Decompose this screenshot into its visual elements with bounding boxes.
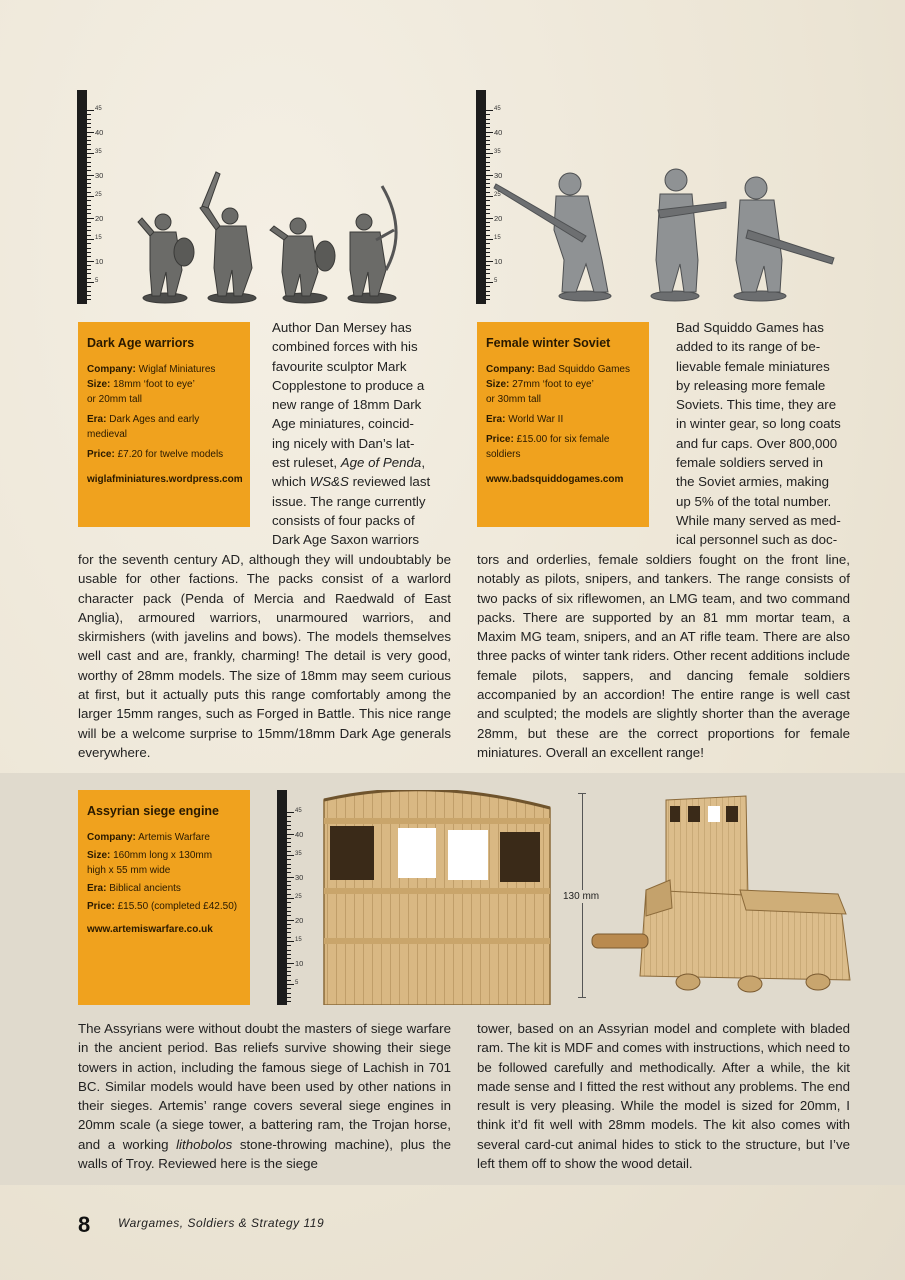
ruler-tick bbox=[287, 859, 291, 860]
female-soviet-miniatures-photo bbox=[490, 160, 840, 305]
ruler-tick bbox=[486, 132, 493, 133]
ruler-tick bbox=[287, 816, 291, 817]
ruler-tick bbox=[87, 200, 91, 201]
company-row: Company: Wiglaf Miniatures bbox=[87, 364, 216, 375]
ruler-tick bbox=[287, 971, 291, 972]
ruler-tick bbox=[87, 140, 91, 141]
ruler-tick bbox=[287, 812, 294, 813]
text-line: added to its range of be- bbox=[676, 339, 821, 355]
ruler-tick bbox=[486, 114, 490, 115]
text-line: est ruleset, Age of Penda, bbox=[272, 455, 426, 471]
ruler-tick bbox=[287, 937, 291, 938]
ruler-tick bbox=[287, 958, 291, 959]
ruler-tick bbox=[87, 252, 91, 253]
ruler-tick-label: 45 bbox=[95, 106, 102, 112]
ruler-tick bbox=[486, 149, 490, 150]
ruler-tick bbox=[287, 954, 291, 955]
ruler-tick bbox=[87, 209, 91, 210]
text-line: Soviets. This time, they are bbox=[676, 397, 837, 413]
ruler-tick-label: 10 bbox=[95, 256, 104, 266]
ruler-tick bbox=[87, 123, 91, 124]
ruler-tick bbox=[287, 855, 294, 856]
ruler-tick bbox=[287, 902, 291, 903]
ruler-tick bbox=[87, 243, 91, 244]
era-row: Era: Biblical ancients bbox=[87, 883, 181, 894]
text-line: issue. The range currently bbox=[272, 493, 426, 509]
ruler-tick bbox=[287, 993, 291, 994]
text-line: Age miniatures, coincid- bbox=[272, 416, 414, 432]
ruler-tick bbox=[87, 226, 91, 227]
ruler-tick bbox=[287, 898, 294, 899]
price-row: Price: £7.20 for twelve models bbox=[87, 449, 224, 460]
ruler-tick bbox=[87, 132, 94, 133]
ruler-tick-label: 40 bbox=[494, 127, 503, 137]
text-line: female soldiers served in bbox=[676, 455, 824, 471]
ruler-tick bbox=[287, 907, 291, 908]
text-line: favourite sculptor Mark bbox=[272, 358, 407, 374]
ruler-tick bbox=[287, 945, 291, 946]
ruler-tick bbox=[87, 144, 91, 145]
ruler-tick bbox=[87, 273, 91, 274]
ruler-tick bbox=[87, 278, 91, 279]
text-line: Bad Squiddo Games has bbox=[676, 320, 824, 335]
ruler-tick-label: 35 bbox=[494, 149, 501, 155]
ruler-tick bbox=[87, 261, 94, 262]
ruler-tick bbox=[287, 920, 294, 921]
ruler-tick bbox=[87, 248, 91, 249]
ruler-tick-label: 35 bbox=[95, 149, 102, 155]
ruler-tick bbox=[287, 997, 291, 998]
ruler-tick-label: 30 bbox=[295, 872, 304, 882]
ruler-tick bbox=[287, 829, 291, 830]
soviet-review-intro bbox=[676, 318, 850, 550]
price-row: Price: £15.50 (completed £42.50) bbox=[87, 901, 238, 912]
era-row: Era: World War II bbox=[486, 414, 564, 425]
ruler-tick bbox=[287, 881, 291, 882]
ruler-tick-label: 20 bbox=[295, 915, 304, 925]
product-url[interactable]: wiglafminiatures.wordpress.com bbox=[87, 474, 243, 485]
ruler-tick bbox=[87, 110, 94, 111]
ruler-tick-label: 45 bbox=[295, 808, 302, 814]
ruler-tick bbox=[87, 187, 91, 188]
ruler-tick-label: 30 bbox=[95, 170, 104, 180]
ruler-tick bbox=[87, 157, 91, 158]
ruler-tick-label: 45 bbox=[494, 106, 501, 112]
ruler-tick bbox=[287, 842, 291, 843]
ruler-tick bbox=[87, 192, 91, 193]
ruler-tick-label: 25 bbox=[95, 192, 102, 198]
company-row: Company: Artemis Warfare bbox=[87, 832, 210, 843]
ruler-tick bbox=[87, 239, 94, 240]
ruler-tick bbox=[287, 889, 291, 890]
ruler-tick bbox=[87, 286, 91, 287]
text-line: Copplestone to produce a bbox=[272, 377, 425, 393]
ruler-tick bbox=[486, 127, 490, 128]
ruler-tick bbox=[287, 915, 291, 916]
dark-age-review-body: for the seventh century AD, although they will undoubtably be usable for other factions. The packs consist of a warlord character pack (Penda of Mercia and Raedwald of East Anglia), armoured warriors, unarmoured warriors, and skirmishers (with javelins and bows). The models themselves well cast and are, frankly, charming! The detail is very good, worthy of 28mm models. The size of 18mm may seem curious at first, but it actually puts this range comfortably among the larger 15mm ranges, such as Forged in Battle. This nice range will be a welcome surprise to 15mm/18mm Dark Age generals everywhere. bbox=[78, 552, 451, 760]
ruler-tick bbox=[287, 963, 294, 964]
ruler-tick bbox=[287, 975, 291, 976]
ruler-tick bbox=[486, 136, 490, 137]
ruler-tick bbox=[287, 950, 291, 951]
text-line: ical personnel such as doc- bbox=[676, 532, 838, 548]
text-line: the Soviet armies, making bbox=[676, 474, 829, 490]
soviet-review-body: tors and orderlies, female soldiers fought on the front line, notably as pilots, snipers, and tankers. The range consists of two packs of six riflewomen, an LMG team, and two command packs. There are supported by an 81 mm mortar team, a Maxim MG team, snipers, and an AT rifle team. There are also three packs of winter tank riders. Other recent additions include female pilots, sappers, and dancing female soldiers accompanied by an accordion! The entire range is well cast and sculpted; the models are slightly shorter than the average 28mm, but these are the correct proportions for female miniatures. Overall an excellent range! bbox=[477, 552, 850, 760]
size-row: Size: 18mm ‘foot to eye’ bbox=[87, 379, 195, 390]
ruler-tick bbox=[287, 838, 291, 839]
company-row: Company: Bad Squiddo Games bbox=[486, 364, 630, 375]
ruler-tick bbox=[87, 205, 91, 206]
ruler-tick bbox=[87, 153, 94, 154]
ruler-tick bbox=[287, 924, 291, 925]
ruler-tick bbox=[87, 291, 91, 292]
ruler-tick-label: 5 bbox=[494, 278, 498, 284]
size-row-2: or 30mm tall bbox=[486, 394, 542, 405]
ruler-tick bbox=[87, 149, 91, 150]
ruler-tick bbox=[87, 213, 91, 214]
ruler-tick bbox=[87, 119, 91, 120]
ruler-tick-label: 15 bbox=[295, 937, 302, 943]
ruler-tick-label: 15 bbox=[494, 235, 501, 241]
scale-ruler bbox=[77, 90, 104, 304]
ruler-tick bbox=[486, 123, 490, 124]
product-info-box bbox=[78, 322, 250, 527]
text-line: Dark Age Saxon warriors bbox=[272, 532, 420, 548]
ruler-tick bbox=[287, 877, 294, 878]
magazine-title: Wargames, Soldiers & Strategy 119 bbox=[118, 1216, 325, 1230]
page-number: 8 bbox=[78, 1212, 91, 1237]
ruler-tick-label: 20 bbox=[494, 213, 503, 223]
ruler-tick bbox=[287, 941, 294, 942]
dark-age-miniatures-photo bbox=[120, 160, 420, 305]
ruler-tick bbox=[287, 988, 291, 989]
siege-engine-full-photo bbox=[590, 790, 855, 1000]
ruler-tick bbox=[287, 911, 291, 912]
ruler-tick bbox=[287, 980, 291, 981]
ruler-tick bbox=[287, 932, 291, 933]
ruler-tick bbox=[287, 851, 291, 852]
ruler-tick-label: 5 bbox=[295, 980, 299, 986]
dimension-label: 130 mm bbox=[563, 891, 600, 902]
ruler-tick bbox=[87, 162, 91, 163]
size-row: Size: 27mm ‘foot to eye’ bbox=[486, 379, 594, 390]
text-line: combined forces with his bbox=[272, 339, 418, 355]
ruler-tick bbox=[87, 175, 94, 176]
ruler-tick-label: 40 bbox=[95, 127, 104, 137]
ruler-tick bbox=[486, 110, 493, 111]
text-line: by releasing more female bbox=[676, 377, 826, 393]
product-title: Dark Age warriors bbox=[87, 336, 195, 350]
ruler-tick bbox=[287, 868, 291, 869]
text-line: While many served as med- bbox=[676, 512, 841, 528]
ruler-tick bbox=[287, 864, 291, 865]
text-line: and fur caps. Over 800,000 bbox=[676, 435, 838, 451]
text-line: consists of four packs of bbox=[272, 512, 415, 528]
ruler-tick bbox=[486, 153, 493, 154]
text-line: ing nicely with Dan’s lat- bbox=[272, 435, 415, 451]
ruler-tick bbox=[287, 967, 291, 968]
size-row-2: high x 55 mm wide bbox=[87, 865, 171, 876]
ruler-tick-label: 10 bbox=[494, 256, 503, 266]
ruler-tick bbox=[287, 1001, 291, 1002]
ruler-tick bbox=[287, 984, 294, 985]
ruler-tick bbox=[87, 256, 91, 257]
ruler-tick bbox=[87, 295, 91, 296]
ruler-tick bbox=[87, 230, 91, 231]
ruler-tick bbox=[486, 140, 490, 141]
ruler-tick-label: 35 bbox=[295, 851, 302, 857]
ruler-tick bbox=[87, 114, 91, 115]
ruler-tick-label: 20 bbox=[95, 213, 104, 223]
siege-tower-closeup-photo bbox=[318, 790, 554, 1005]
size-row: Size: 160mm long x 130mm bbox=[87, 850, 213, 861]
dimension-cap bbox=[578, 997, 586, 998]
ruler-tick bbox=[87, 196, 94, 197]
ruler-tick-label: 40 bbox=[295, 829, 304, 839]
ruler-tick-label: 15 bbox=[95, 235, 102, 241]
size-row-2: or 20mm tall bbox=[87, 394, 143, 405]
ruler-tick-label: 25 bbox=[295, 894, 302, 900]
ruler-tick bbox=[87, 299, 91, 300]
ruler-tick bbox=[287, 894, 291, 895]
ruler-tick bbox=[87, 218, 94, 219]
product-info-box bbox=[78, 790, 250, 1005]
ruler-tick-label: 10 bbox=[295, 958, 304, 968]
siege-review-col2: tower, based on an Assyrian model and complete with bladed ram. The kit is MDF and comes with instructions, which need to be followed carefully and methodically. After a while, the kit made sense and I fitted the rest without any problems. The end result is very pleasing. While the model is sized for 20mm, I think it’d fit well with 28mm models. The kit also comes with several card-cut animal hides to stick to the structure, but I’ve left them off to show the wood detail. bbox=[477, 1021, 850, 1172]
ruler-tick bbox=[87, 222, 91, 223]
text-line: lievable female miniatures bbox=[676, 358, 830, 374]
ruler-tick bbox=[287, 885, 291, 886]
price-row: Price: £15.00 for six female soldiers bbox=[486, 434, 610, 460]
scale-ruler bbox=[277, 790, 304, 1005]
product-url[interactable]: www.badsquiddogames.com bbox=[486, 474, 624, 485]
ruler-tick bbox=[287, 834, 294, 835]
siege-review-col1: The Assyrians were without doubt the masters of siege warfare in the ancient period. Bas reliefs survive showing their siege towers in action, including the famous siege of Lachish in 701 BC. Similar models would have been used by other nations in their sieges. Artemis’ range covers several siege engines in 20mm scale (a siege tower, a battering ram, the Trojan horse, and a working lithobolos stone-throwing machine), plus the walls of Troy. Reviewed here is the siege bbox=[78, 1021, 451, 1172]
product-info-box bbox=[477, 322, 649, 527]
era-row: Era: Dark Ages and early medieval bbox=[87, 414, 200, 440]
ruler-tick bbox=[87, 166, 91, 167]
ruler-tick bbox=[287, 872, 291, 873]
dimension-cap bbox=[578, 793, 586, 794]
product-url[interactable]: www.artemiswarfare.co.uk bbox=[87, 924, 213, 935]
ruler-tick bbox=[486, 119, 490, 120]
product-title: Female winter Soviet bbox=[486, 336, 611, 350]
ruler-tick bbox=[87, 282, 94, 283]
text-line: in winter gear, so long coats bbox=[676, 416, 841, 432]
ruler-tick bbox=[287, 928, 291, 929]
ruler-tick bbox=[87, 269, 91, 270]
ruler-tick bbox=[87, 136, 91, 137]
ruler-tick bbox=[486, 157, 490, 158]
ruler-tick bbox=[87, 179, 91, 180]
ruler-tick-label: 5 bbox=[95, 278, 99, 284]
ruler-tick bbox=[287, 821, 291, 822]
text-line: Author Dan Mersey has bbox=[272, 320, 412, 335]
ruler-tick-label: 25 bbox=[494, 192, 501, 198]
text-line: which WS&S reviewed last bbox=[272, 474, 431, 490]
ruler-tick bbox=[87, 170, 91, 171]
ruler-tick bbox=[87, 127, 91, 128]
ruler-tick bbox=[287, 846, 291, 847]
ruler-tick bbox=[87, 235, 91, 236]
scale-ruler bbox=[476, 90, 503, 304]
product-title: Assyrian siege engine bbox=[87, 804, 220, 818]
dark-age-review-intro bbox=[272, 318, 451, 550]
text-line: new range of 18mm Dark bbox=[272, 397, 422, 413]
ruler-tick bbox=[486, 144, 490, 145]
ruler-tick bbox=[287, 825, 291, 826]
text-line: up 5% of the total number. bbox=[676, 493, 832, 509]
ruler-tick-label: 30 bbox=[494, 170, 503, 180]
ruler-tick bbox=[87, 183, 91, 184]
ruler-tick bbox=[87, 265, 91, 266]
